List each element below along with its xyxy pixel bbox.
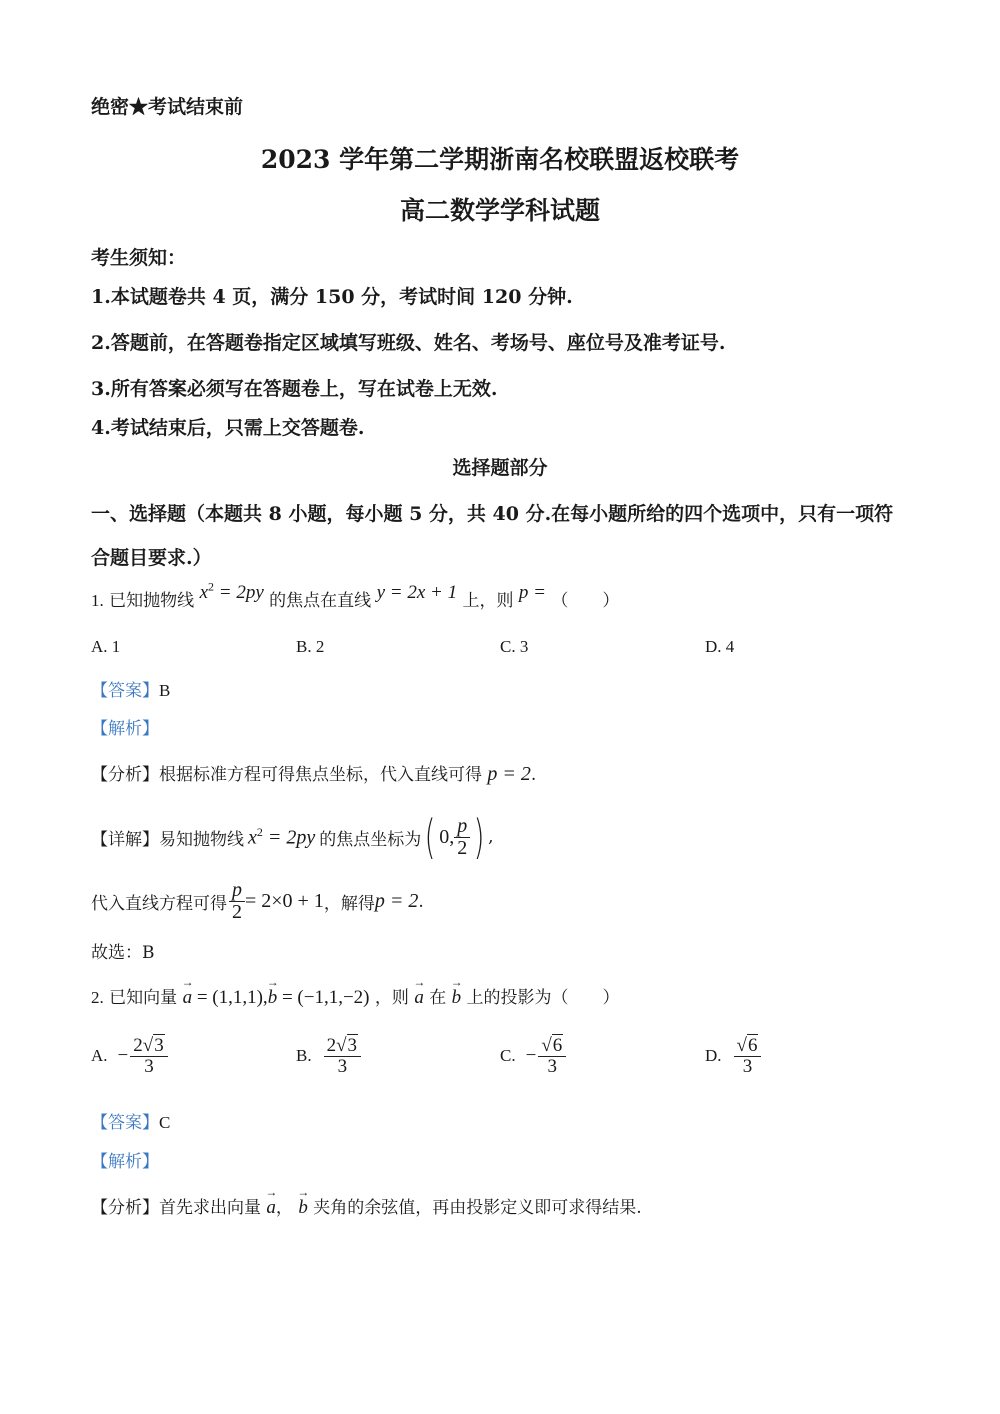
vector-a-ref: → a <box>266 1197 276 1219</box>
answer-value: B <box>159 681 171 700</box>
fenxi-text-2: ， <box>275 1198 293 1218</box>
option-fraction: $\frac{√6}{3}$ <box>734 1036 762 1077</box>
vector-a-value: = (1,1,1), <box>192 987 268 1008</box>
detail-end: , <box>488 827 494 847</box>
q2-text-4: 上的投影为（ ） <box>466 988 620 1008</box>
sub-text: 代入直线方程可得 <box>91 894 227 914</box>
detail-text: 易知抛物线 <box>159 829 244 850</box>
q1-analysis-tag: 【解析】 <box>91 719 159 739</box>
answer-tag: 【答案】 <box>91 1113 159 1133</box>
notice-item-3: 3.所有答案必须写在答题卷上，写在试卷上无效. <box>91 378 498 400</box>
detail-fraction: $\frac{p}{2}$ <box>454 816 470 859</box>
exam-title: 2023 学年第二学期浙南名校联盟返校联考 <box>260 145 740 174</box>
vector-b-value: = (−1,1,−2) <box>277 987 370 1008</box>
vector-b-ref: → b <box>452 987 462 1009</box>
right-paren: ) <box>473 810 485 864</box>
detail-point-x: 0, <box>439 825 455 848</box>
question-number: 1. <box>91 591 104 610</box>
notice-item-2: 2.答题前，在答题卷指定区域填写班级、姓名、考场号、座位号及准考证号. <box>91 332 726 354</box>
option-label: B. <box>296 1046 312 1066</box>
answer-tag: 【答案】 <box>91 681 159 701</box>
fenxi-eq: p = 2 <box>487 763 531 785</box>
question-1 <box>91 579 620 612</box>
option-label: C. <box>500 1046 516 1066</box>
notice-item-4: 4.考试结束后，只需上交答题卷. <box>91 417 365 439</box>
option-fraction: $\frac{√6}{3}$ <box>538 1036 566 1077</box>
q2-analysis-tag: 【解析】 <box>91 1152 159 1172</box>
notice-item-1: 1.本试题卷共 4 页，满分 150 分，考试时间 120 分钟. <box>91 286 573 308</box>
q1-substitution <box>91 880 424 923</box>
q1-text-1: 已知抛物线 <box>109 591 195 611</box>
sub-eq: = 2×0 + 1 <box>245 890 324 912</box>
section-intro-line2: 合题目要求.） <box>91 547 212 569</box>
q2-fenxi <box>91 1193 642 1219</box>
q2-option-c <box>500 1036 566 1077</box>
q2-text-1: 已知向量 <box>109 988 178 1008</box>
fenxi-tag: 【分析】 <box>91 1198 159 1218</box>
sub-fraction: $\frac{p}{2}$ <box>229 880 245 923</box>
section-title: 选择题部分 <box>452 457 548 479</box>
fenxi-text-1: 首先求出向量 <box>159 1198 261 1218</box>
question-2 <box>91 983 620 1009</box>
sub-end: . <box>418 891 424 912</box>
q2-answer <box>91 1108 170 1133</box>
answer-value: C <box>159 1113 171 1132</box>
vector-a: → a <box>183 987 193 1009</box>
exam-subtitle: 高二数学学科试题 <box>399 196 600 225</box>
q1-detail <box>91 810 494 864</box>
fenxi-text-3: 夹角的余弦值，再由投影定义即可求得结果. <box>313 1198 642 1218</box>
detail-eq: $x^2 = 2py$ <box>248 824 316 849</box>
detail-text-2: 的焦点坐标为 <box>319 829 422 850</box>
fenxi-tag: 【分析】 <box>91 765 159 785</box>
option-sign: − <box>117 1045 129 1067</box>
option-fraction: $\frac{2√3}{3}$ <box>130 1036 167 1077</box>
q1-text-2: 的焦点在直线 <box>269 591 372 611</box>
section-intro-line1: 一、选择题（本题共 8 小题，每小题 5 分，共 40 分.在每小题所给的四个选项中，只有一项符 <box>91 503 894 525</box>
detail-tag: 【详解】 <box>91 829 159 850</box>
q1-text-3: 上，则 <box>462 591 514 611</box>
fenxi-text: 根据标准方程可得焦点坐标，代入直线可得 <box>159 765 482 785</box>
q2-text-2: ，则 <box>374 988 409 1008</box>
q1-option-a: A. 1 <box>91 637 121 656</box>
q1-eq-p: p = <box>518 582 546 603</box>
vector-a-ref: → a <box>414 987 424 1009</box>
q1-eq-line: y = 2x + 1 <box>376 582 458 603</box>
sub-eq-2: p = 2 <box>374 890 419 912</box>
q2-text-3: 在 <box>429 988 447 1008</box>
vector-b-ref: → b <box>298 1197 308 1219</box>
q1-answer <box>91 676 170 701</box>
q1-choose: 故选：B <box>91 943 155 963</box>
vector-b: → b <box>268 987 278 1009</box>
secret-label: 绝密★考试结束前 <box>91 96 244 118</box>
question-number: 2. <box>91 988 104 1007</box>
q1-option-d: D. 4 <box>705 637 735 656</box>
q1-fenxi <box>91 760 536 786</box>
fenxi-end: . <box>530 765 537 785</box>
option-fraction: $\frac{2√3}{3}$ <box>324 1036 361 1077</box>
q2-option-b <box>296 1036 361 1077</box>
notice-heading: 考生须知： <box>91 247 187 269</box>
q1-option-c: C. 3 <box>500 637 529 656</box>
q2-option-d <box>705 1036 761 1077</box>
q2-option-a <box>91 1036 168 1077</box>
sub-text-2: ，解得 <box>323 894 375 914</box>
q1-text-4: （ ） <box>551 591 620 611</box>
q1-eq-parabola: $x^2 = 2py$ <box>199 579 264 603</box>
option-label: D. <box>705 1046 722 1066</box>
left-paren: ( <box>424 810 436 864</box>
option-sign: − <box>525 1045 537 1067</box>
q1-option-b: B. 2 <box>296 637 325 656</box>
option-label: A. <box>91 1046 108 1066</box>
